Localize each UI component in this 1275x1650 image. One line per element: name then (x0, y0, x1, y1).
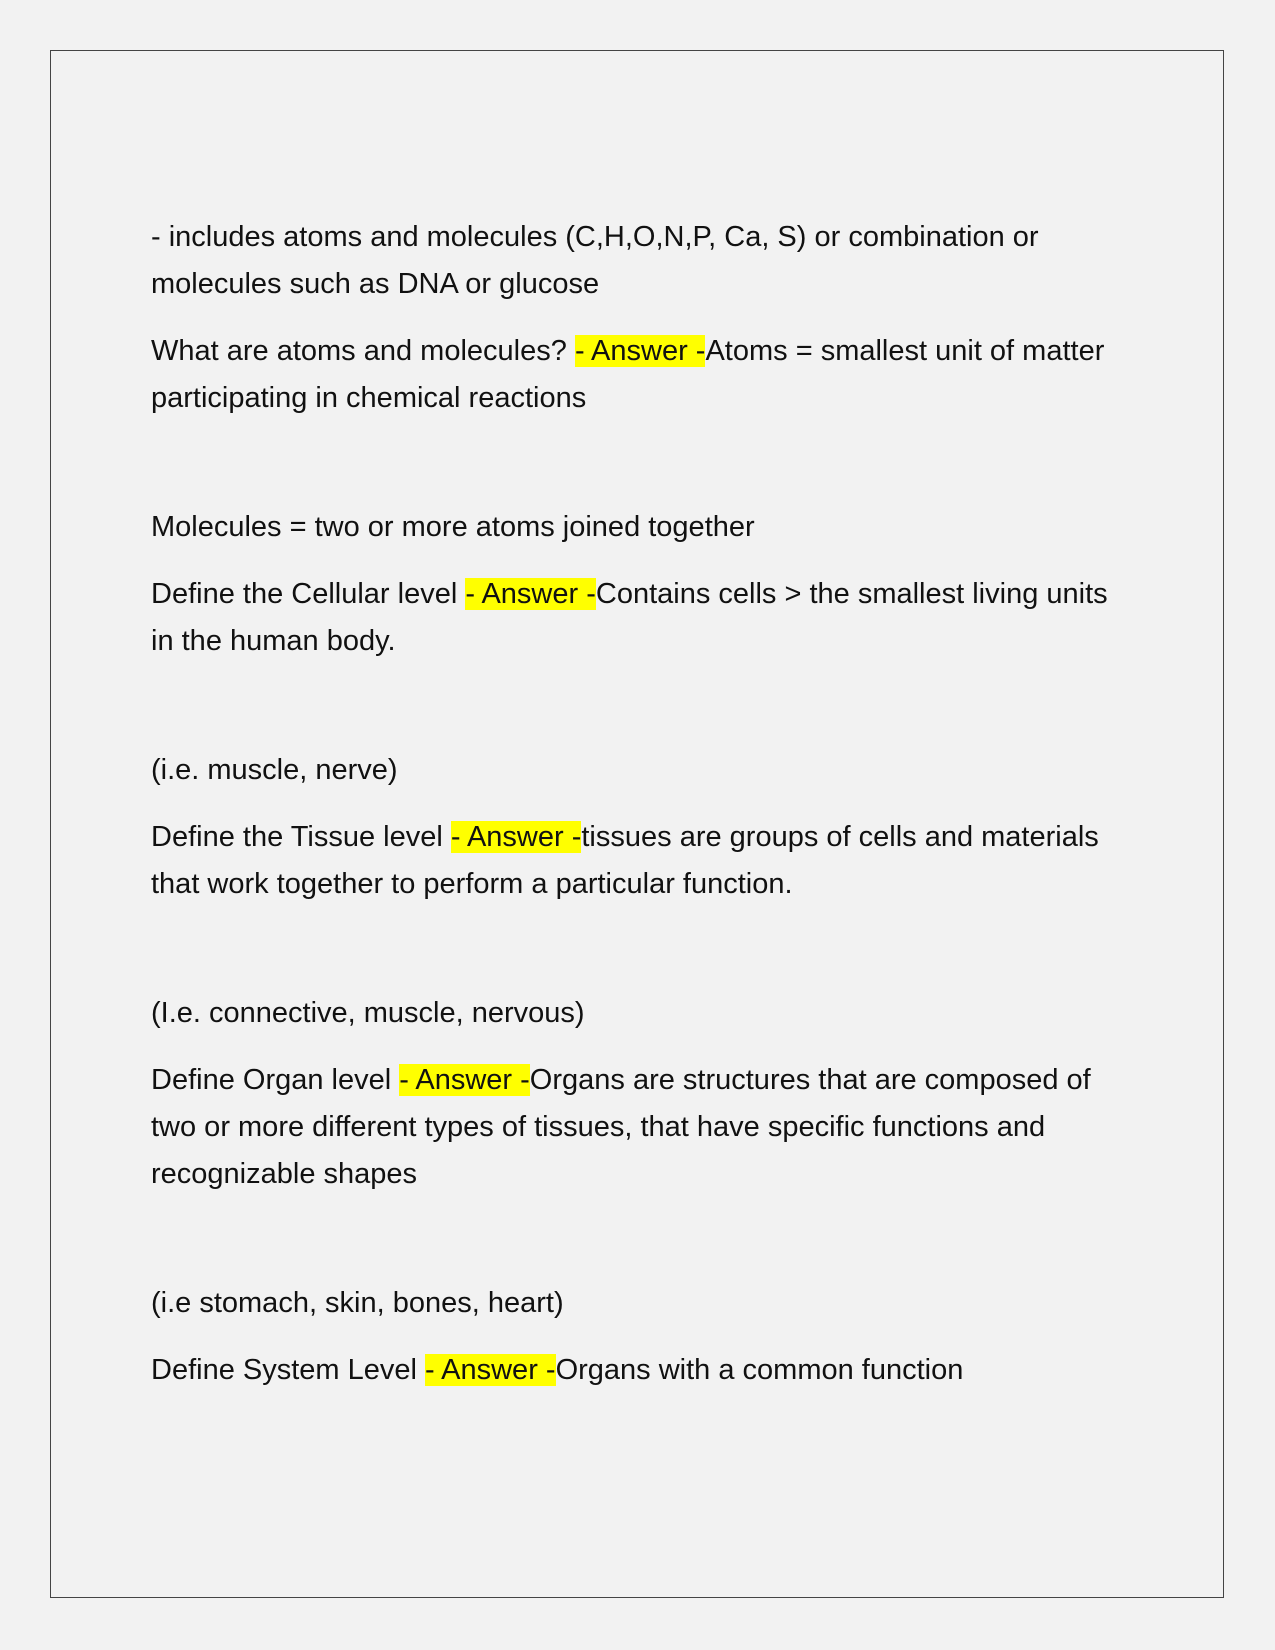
answer-marker: - Answer - (399, 1064, 530, 1096)
question-text: Define System Level (151, 1354, 417, 1386)
answer-text: tissues are groups of cells and materials that work together to perform a particular function. (151, 821, 1099, 900)
answer-marker: - Answer - (465, 578, 596, 610)
answer-text: Atoms = smallest unit of matter participating in chemical reactions (151, 335, 1105, 414)
answer-marker: - Answer - (450, 821, 582, 853)
qa-system-level (151, 1347, 1111, 1394)
answer-text: Organs are structures that are composed of two or more different types of tissues, that have specific functions and recognizable shapes (151, 1064, 1091, 1190)
paragraph-cellular-examples (151, 747, 1111, 794)
answer-text: Organs with a common function (555, 1354, 964, 1386)
paragraph-molecules (151, 504, 1111, 551)
paragraph-text: - includes atoms and molecules (C,H,O,N,P, Ca, S) or combination or molecules such as DNA or glucose (151, 221, 1039, 300)
paragraph-tissue-examples (151, 990, 1111, 1037)
qa-organ-level (151, 1057, 1111, 1198)
answer-marker: - Answer - (574, 335, 706, 367)
qa-atoms-molecules (151, 328, 1111, 422)
answer-marker: - Answer - (425, 1354, 556, 1386)
question-text: What are atoms and molecules? (151, 335, 567, 367)
paragraph-text: (I.e. connective, muscle, nervous) (151, 997, 585, 1029)
paragraph-chemical-level (151, 214, 1111, 308)
qa-tissue-level (151, 814, 1111, 908)
question-text: Define the Tissue level (151, 821, 443, 853)
question-text: Define Organ level (151, 1064, 392, 1096)
document-body (151, 214, 1111, 1394)
answer-text: Contains cells > the smallest living units in the human body. (151, 578, 1108, 657)
paragraph-organ-examples (151, 1280, 1111, 1327)
paragraph-text: (i.e stomach, skin, bones, heart) (151, 1287, 564, 1319)
qa-cellular-level (151, 571, 1111, 665)
paragraph-text: (i.e. muscle, nerve) (151, 754, 398, 786)
question-text: Define the Cellular level (151, 578, 458, 610)
paragraph-text: Molecules = two or more atoms joined together (151, 511, 755, 543)
